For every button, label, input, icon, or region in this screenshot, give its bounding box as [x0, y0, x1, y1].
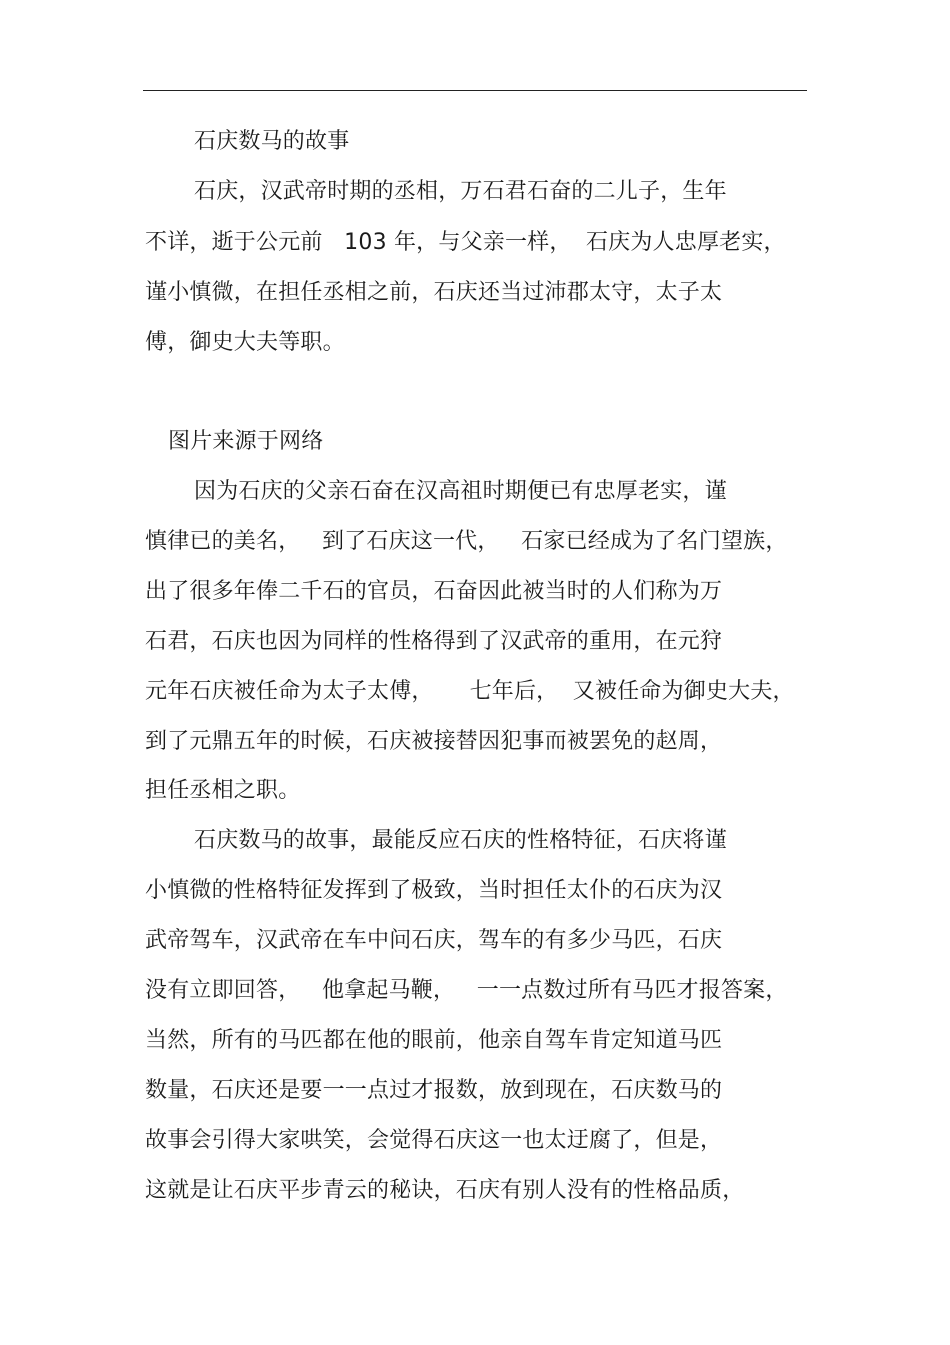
text-line: 这就是让石庆平步青云的秘诀，石庆有别人没有的性格品质， [145, 1178, 745, 1203]
text-line: 到了元鼎五年的时候，石庆被接替因犯事而被罢免的赵周， [145, 729, 723, 754]
text-line: 故事会引得大家哄笑，会觉得石庆这一也太迂腐了，但是， [145, 1128, 723, 1153]
text-line: 谨小慎微，在担任丞相之前，石庆还当过沛郡太守，太子太 [145, 280, 723, 305]
text-line: 不详，逝于公元前 103 年，与父亲一样， 石庆为人忠厚老实， [145, 230, 786, 255]
text-line: 石庆数马的故事，最能反应石庆的性格特征，石庆将谨 [194, 828, 727, 853]
text-line: 元年石庆被任命为太子太傅， 七年后， 又被任命为御史大夫， [145, 679, 795, 704]
text-line: 因为石庆的父亲石奋在汉高祖时期便已有忠厚老实，谨 [194, 479, 727, 504]
image-caption: 图片来源于网络 [168, 429, 324, 454]
text-line: 石君，石庆也因为同样的性格得到了汉武帝的重用，在元狩 [145, 629, 723, 654]
document-title: 石庆数马的故事 [194, 129, 350, 154]
text-line: 数量，石庆还是要一一点过才报数，放到现在，石庆数马的 [145, 1078, 723, 1103]
text-line: 武帝驾车，汉武帝在车中问石庆，驾车的有多少马匹，石庆 [145, 928, 723, 953]
text-line: 担任丞相之职。 [145, 778, 301, 803]
header-rule [143, 90, 807, 91]
text-line: 傅，御史大夫等职。 [145, 330, 345, 355]
text-line: 石庆，汉武帝时期的丞相，万石君石奋的二儿子，生年 [194, 179, 727, 204]
text-line: 出了很多年俸二千石的官员，石奋因此被当时的人们称为万 [145, 579, 723, 604]
text-line: 没有立即回答， 他拿起马鞭， 一一点数过所有马匹才报答案， [145, 978, 788, 1003]
text-line: 慎律已的美名， 到了石庆这一代， 石家已经成为了名门望族， [145, 529, 788, 554]
text-line: 当然，所有的马匹都在他的眼前，他亲自驾车肯定知道马匹 [145, 1028, 723, 1053]
text-line: 小慎微的性格特征发挥到了极致，当时担任太仆的石庆为汉 [145, 878, 723, 903]
